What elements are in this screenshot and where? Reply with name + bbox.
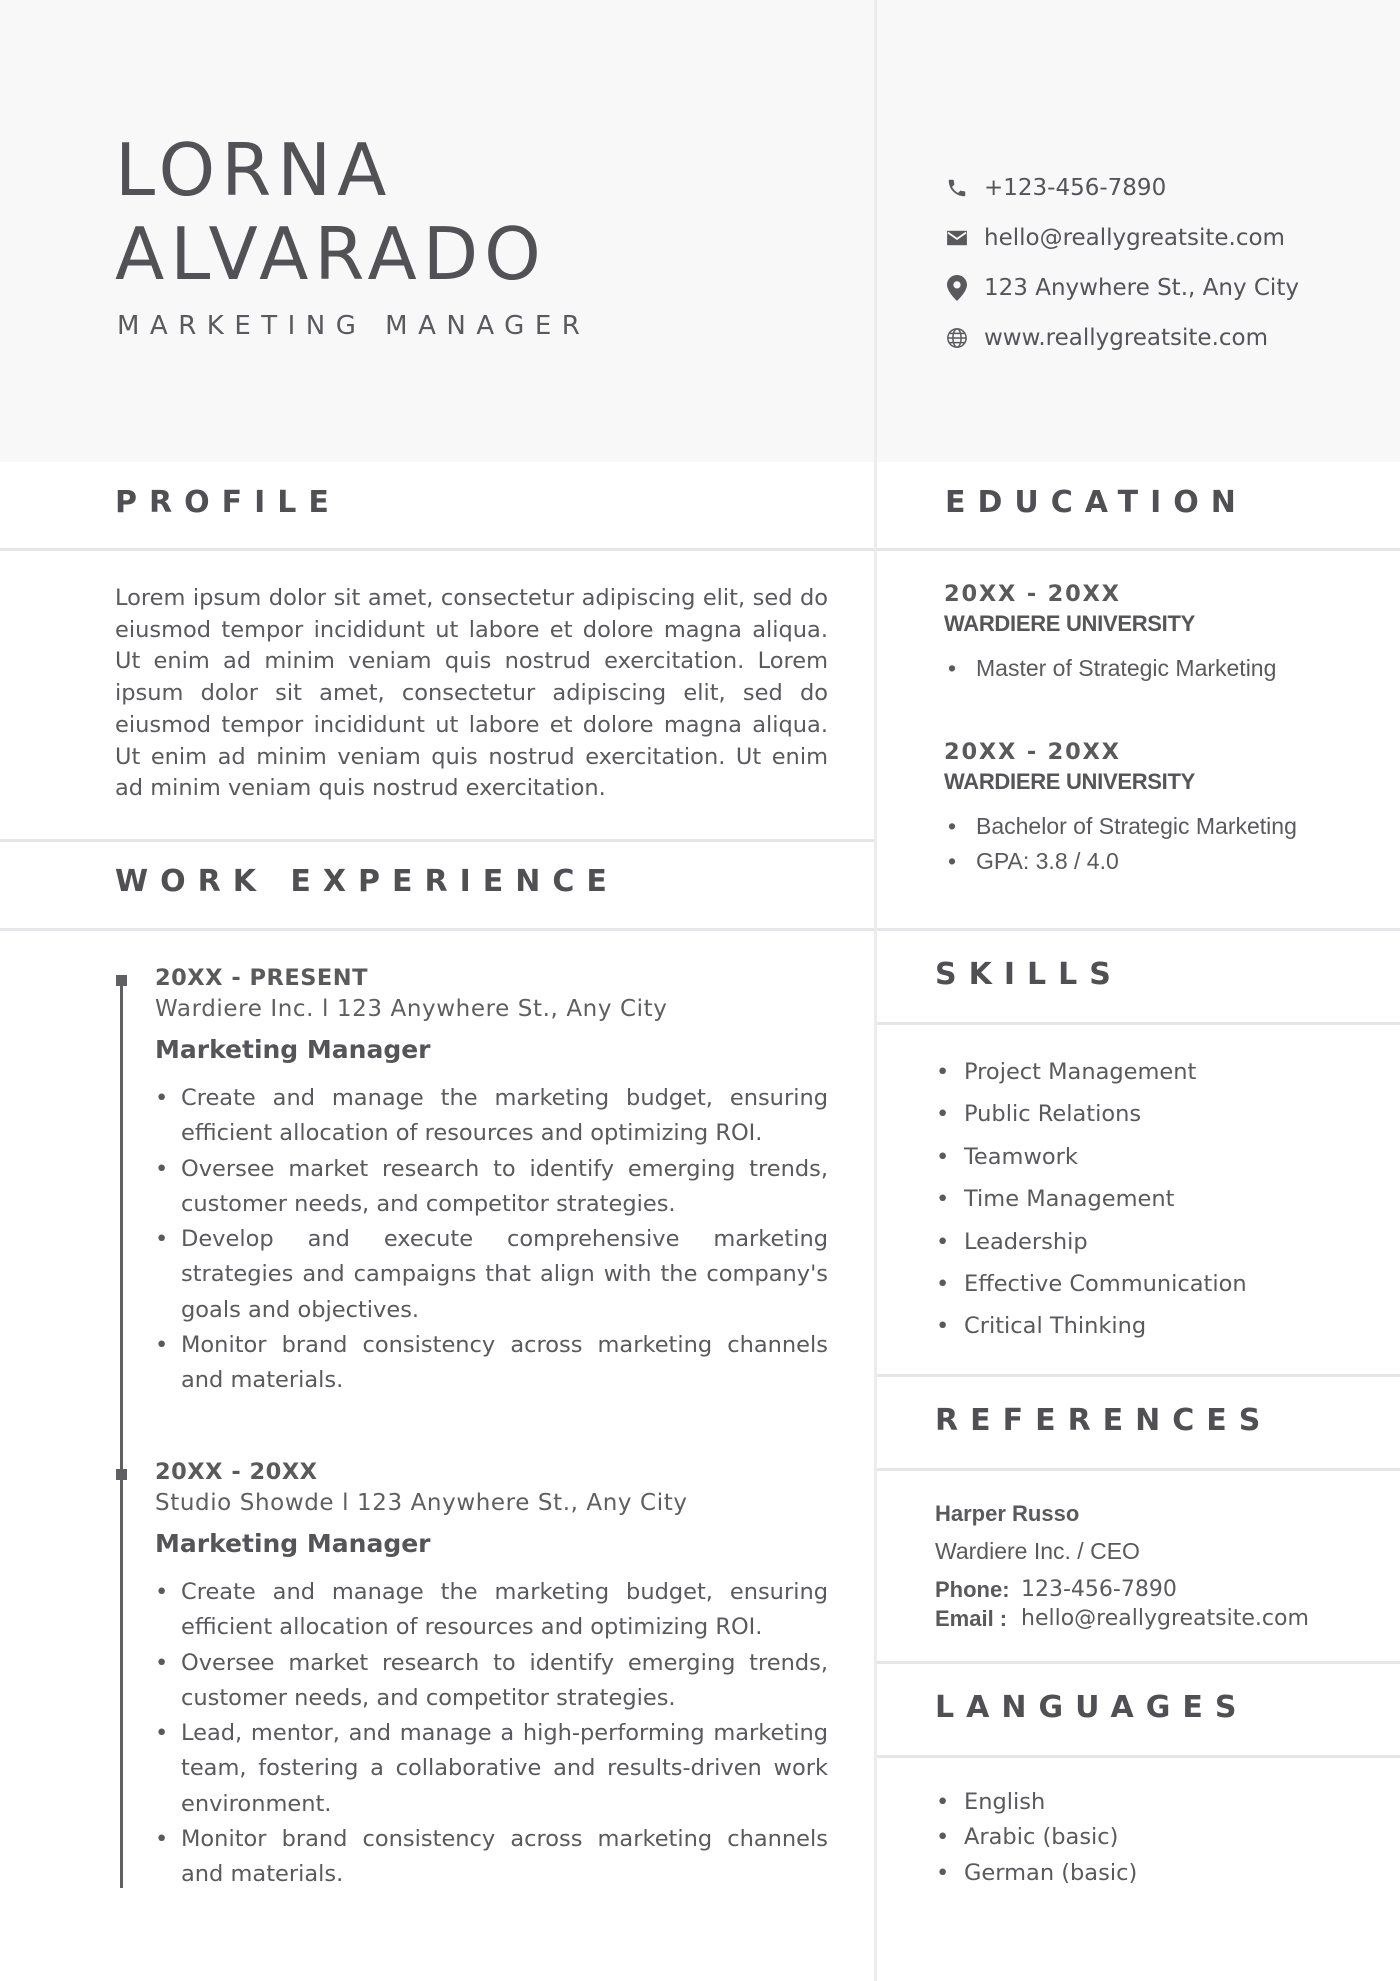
job-entry [155,1457,828,1893]
divider-line [877,1022,1400,1025]
job-bullets [155,1081,828,1399]
job-entry [155,963,828,1399]
job-bullets [155,1575,828,1893]
contact-website [942,313,1299,363]
divider-line [877,1755,1400,1758]
job-company: Studio Showde l 123 Anywhere St., Any City [155,1490,688,1516]
job-role: Marketing Manager [155,1529,431,1558]
address-text: 123 Anywhere St., Any City [984,275,1299,301]
contact-phone [942,163,1299,213]
list-item: • Monitor brand consistency across marketing channels and materials. [155,1328,828,1399]
reference-phone-label: Phone: [935,1577,1010,1602]
list-item: • German (basic) [936,1856,1137,1891]
education-date: 20XX - 20XX [944,581,1121,607]
education-details [944,651,1364,686]
contact-list [942,163,1299,363]
job-company: Wardiere Inc. l 123 Anywhere St., Any City [155,996,668,1022]
divider-line [877,928,1400,931]
education-date: 20XX - 20XX [944,739,1121,765]
references-heading: REFERENCES [935,1403,1273,1438]
timeline-marker [116,1469,127,1480]
list-item: • Develop and execute comprehensive marketing strategies and campaigns that align with the company's goals and objectives. [155,1222,828,1328]
education-entry [944,737,1364,879]
education-details [944,809,1364,879]
list-item: • Project Management [936,1051,1247,1093]
list-item: • Oversee market research to identify emerging trends, customer needs, and competitor strategies. [155,1646,828,1717]
education-heading: EDUCATION [945,485,1248,520]
list-item: • Bachelor of Strategic Marketing [944,809,1364,844]
list-item: • Master of Strategic Marketing [944,651,1364,686]
column-divider [874,0,877,1981]
divider-line [877,548,1400,551]
divider-line [0,839,874,842]
list-item: • Create and manage the marketing budget, ensuring efficient allocation of resources and optimizing ROI. [155,1081,828,1152]
divider-line [877,1468,1400,1471]
globe-icon [942,323,972,353]
list-item: • Effective Communication [936,1263,1247,1305]
job-date: 20XX - 20XX [155,1459,318,1485]
list-item: • Arabic (basic) [936,1820,1137,1855]
education-entry [944,579,1364,686]
location-pin-icon [942,273,972,303]
work-experience-heading: WORK EXPERIENCE [115,864,619,899]
divider-line [877,1661,1400,1664]
skills-list [936,1051,1247,1348]
first-name: LORNA [115,128,393,212]
website-text: www.reallygreatsite.com [984,325,1269,351]
education-school: WARDIERE UNIVERSITY [944,769,1195,794]
phone-icon [942,173,972,203]
email-text: hello@reallygreatsite.com [984,225,1285,251]
divider-line [0,928,874,931]
divider-line [0,548,874,551]
reference-email-value: hello@reallygreatsite.com [1021,1606,1309,1631]
mail-icon [942,223,972,253]
reference-phone-value: 123-456-7890 [1021,1577,1177,1602]
list-item: • Lead, mentor, and manage a high-performing marketing team, fostering a collaborative and results-driven work environment. [155,1716,828,1822]
reference-name: Harper Russo [935,1501,1080,1526]
profile-text: Lorem ipsum dolor sit amet, consectetur adipiscing elit, sed do eiusmod tempor incididunt ut labore et dolore magna aliqua. Ut enim ad minim veniam quis nostrud exercitation. Lorem ipsum dolor sit amet, consectetur adipiscing elit, sed do eiusmod tempor incididunt ut labore et dolore magna aliqua. Ut enim ad minim veniam quis nostrud exercitation. Ut enim ad minim veniam quis nostrud exercitation. [115,585,828,802]
education-school: WARDIERE UNIVERSITY [944,611,1195,636]
list-item: • Leadership [936,1221,1247,1263]
timeline-marker [116,975,127,986]
timeline-line [120,978,123,1888]
list-item: • Critical Thinking [936,1305,1247,1347]
divider-line [877,1374,1400,1377]
reference-position: Wardiere Inc. / CEO [935,1538,1140,1564]
list-item: • English [936,1785,1137,1820]
job-date: 20XX - PRESENT [155,965,368,991]
job-role: Marketing Manager [155,1035,431,1064]
phone-text: +123-456-7890 [984,175,1167,201]
list-item: • Oversee market research to identify emerging trends, customer needs, and competitor strategies. [155,1152,828,1223]
last-name: ALVARADO [115,212,547,296]
reference-entry [935,1497,1309,1635]
list-item: • Public Relations [936,1093,1247,1135]
list-item: • Monitor brand consistency across marketing channels and materials. [155,1822,828,1893]
reference-email [935,1602,1309,1635]
profile-heading: PROFILE [115,485,341,520]
contact-email [942,213,1299,263]
job-title: MARKETING MANAGER [117,311,591,341]
languages-heading: LANGUAGES [935,1690,1249,1725]
list-item: • Teamwork [936,1136,1247,1178]
list-item: • Create and manage the marketing budget, ensuring efficient allocation of resources and optimizing ROI. [155,1575,828,1646]
skills-heading: SKILLS [935,957,1123,992]
list-item: • Time Management [936,1178,1247,1220]
reference-email-label: Email : [935,1606,1008,1631]
languages-list [936,1785,1137,1891]
list-item: • GPA: 3.8 / 4.0 [944,844,1364,879]
contact-address [942,263,1299,313]
